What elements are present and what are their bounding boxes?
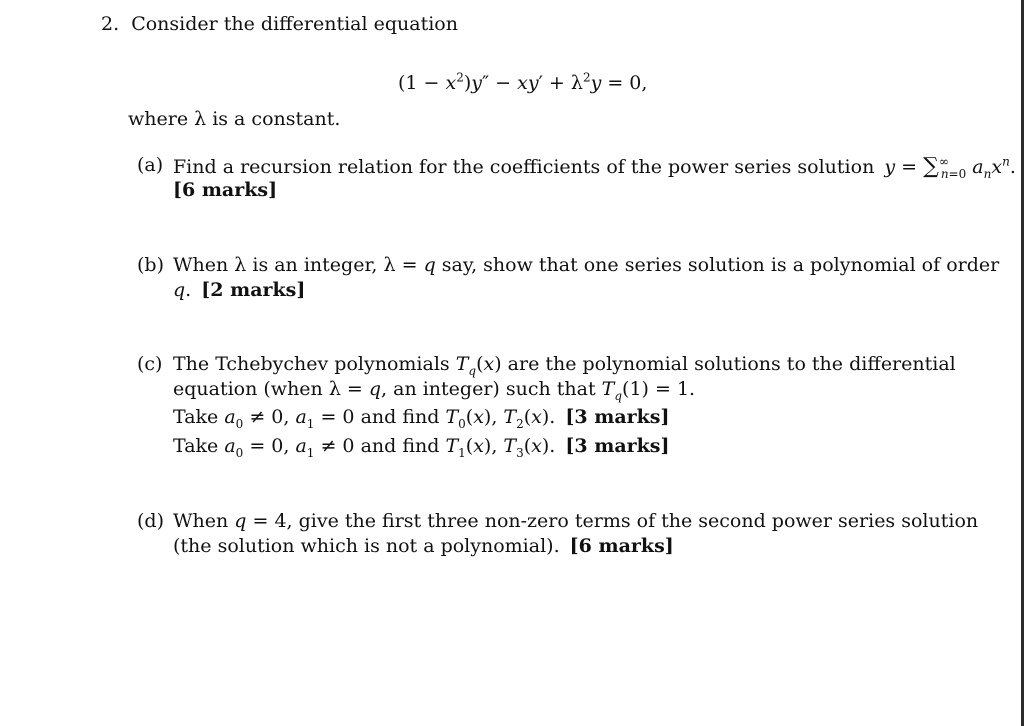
problem-heading [101, 15, 458, 34]
where-lambda-text: where λ is a constant. [128, 108, 341, 130]
part-d-text2: (the solution which is not a polynomial). [173, 535, 560, 557]
part-b-line1: When λ is an integer, λ = q say, show that one series solution is a polynomial of order [173, 254, 1000, 276]
part-c-line2: equation (when λ = q, an integer) such that $T_q(1) = 1$. [173, 378, 696, 403]
part-b-marks: [2 marks] [201, 279, 306, 301]
part-a-text: Find a recursion relation for the coefficients of the power series solution [173, 156, 875, 178]
part-c-line1: The Tchebychev polynomials $T_q(x)$ are the polynomial solutions to the differential [173, 353, 956, 378]
part-d-line1: When q = 4, give the first three non-zero terms of the second power series solution [173, 510, 979, 532]
differential-equation [398, 70, 648, 94]
part-a-label: (a) [137, 154, 164, 176]
part-d-label: (d) [137, 510, 164, 532]
part-a-line1 [173, 154, 1016, 181]
part-c-line4: Take $a_0 = 0$, $a_1 \ne 0$ and find $T_1(x)$, $T_3(x)$. [3 marks] [173, 435, 670, 460]
part-c-marks-1: [3 marks] [565, 406, 670, 428]
problem-number: 2. [101, 13, 120, 35]
part-c-marks-2: [3 marks] [565, 435, 670, 457]
equation-text: $(1 - x^2)y'' - xy' + \lambda^2y = 0$, [398, 70, 648, 94]
part-b-label: (b) [137, 254, 164, 276]
part-d-marks: [6 marks] [569, 535, 674, 557]
problem-intro: Consider the differential equation [131, 13, 458, 35]
part-a-series: $y = \sum^\infty_{n=0}$ $a_nx^n$. [884, 154, 1016, 181]
part-b-line2: q. [2 marks] [173, 279, 306, 301]
part-c-line3: Take $a_0 \ne 0$, $a_1 = 0$ and find $T_0(x)$, $T_2(x)$. [3 marks] [173, 406, 670, 431]
part-a-marks: [6 marks] [173, 179, 278, 201]
part-d-line2 [173, 537, 674, 556]
part-c-label: (c) [137, 353, 163, 375]
